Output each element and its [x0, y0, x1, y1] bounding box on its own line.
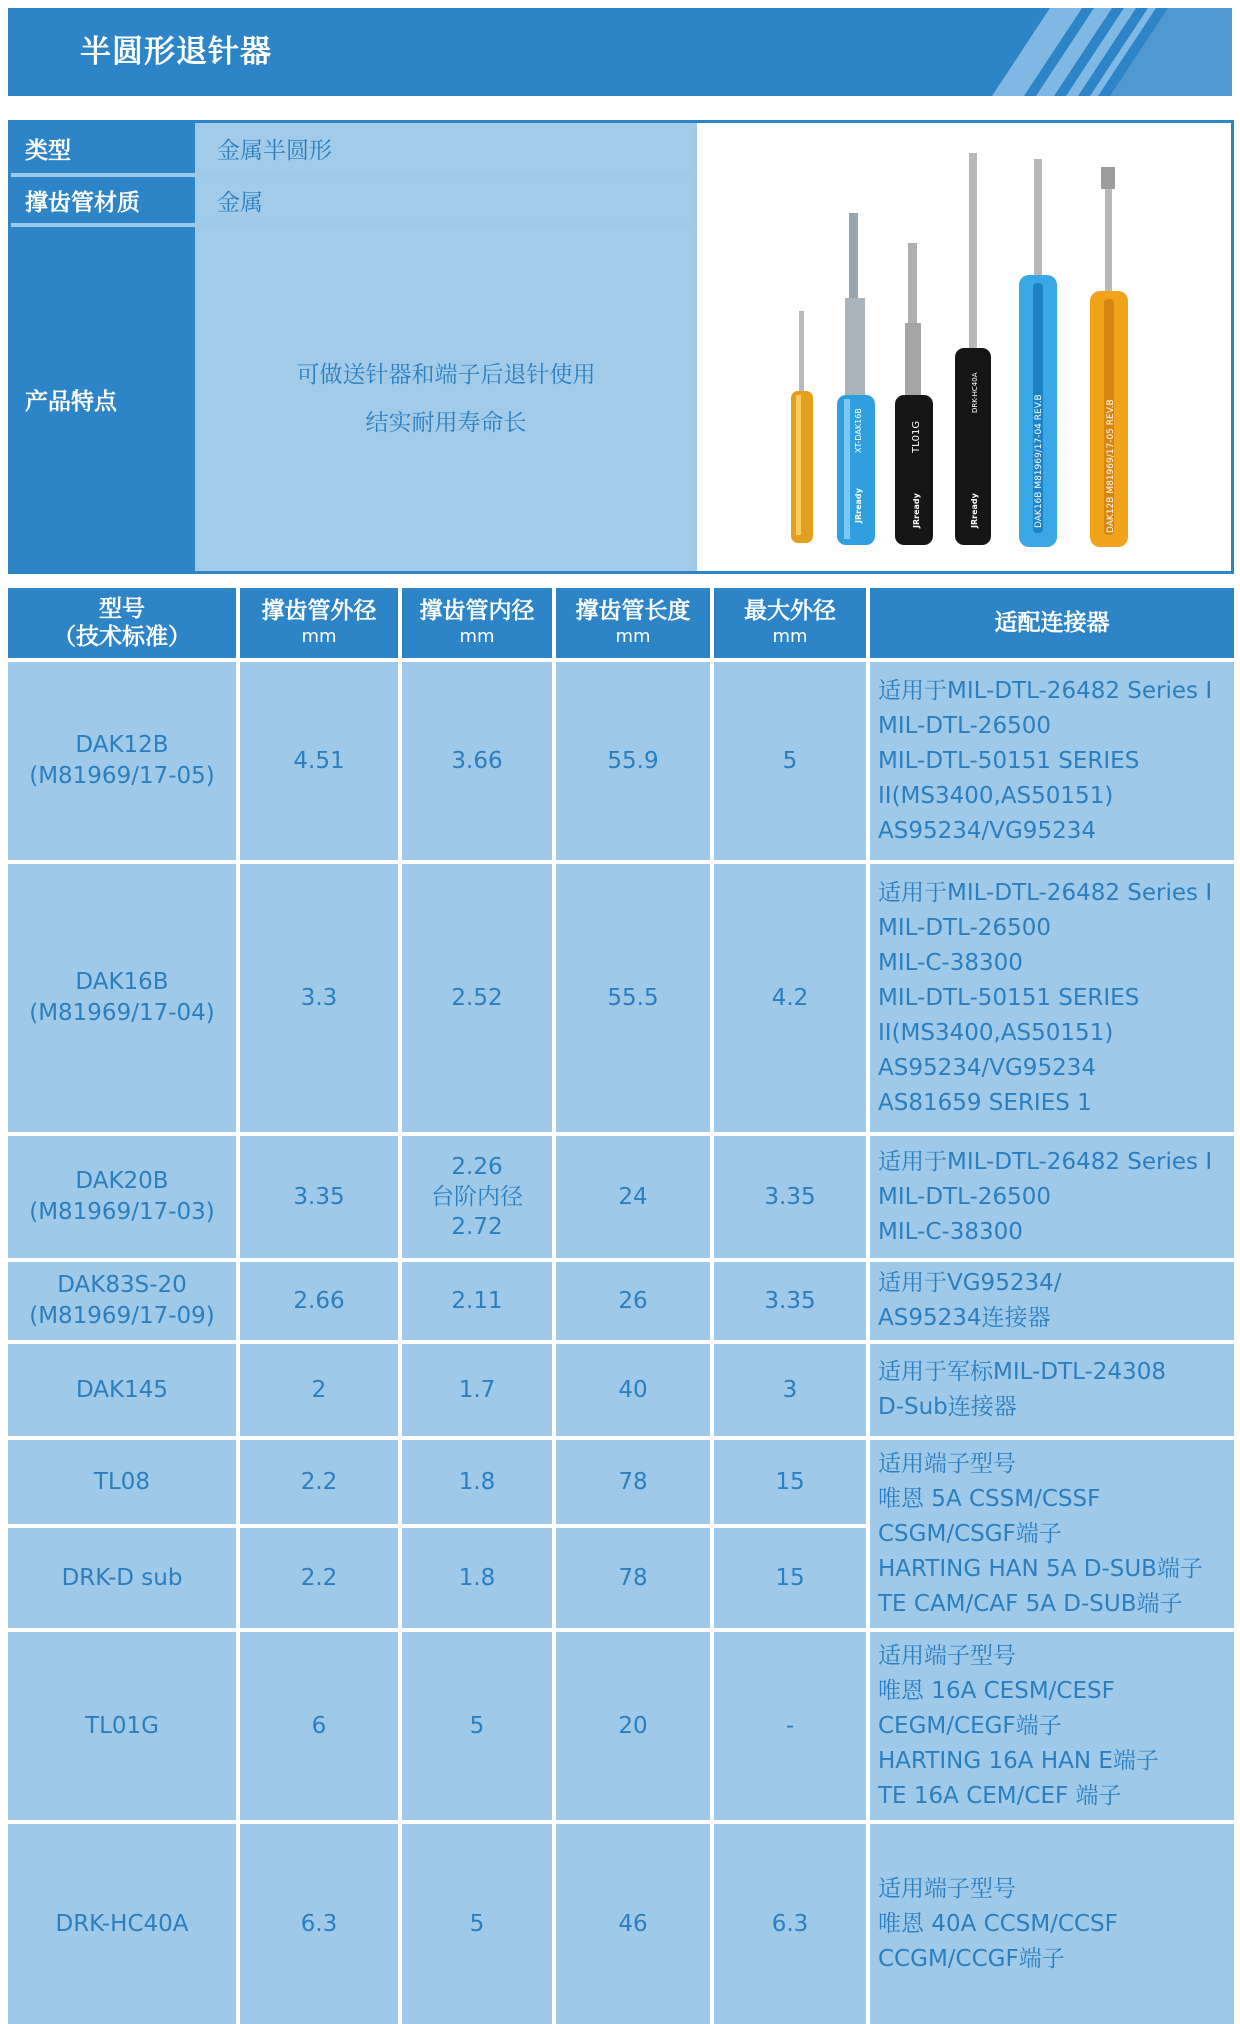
- connector-lines: [878, 1872, 1118, 1977]
- svg-text:DAK16B M81969/17-04 REV.B: DAK16B M81969/17-04 REV.B: [1034, 394, 1044, 528]
- connector-line: MIL-C-38300: [878, 949, 1023, 976]
- header-unit: mm: [459, 626, 495, 647]
- connector-line: 唯恩 40A CCSM/CCSF: [878, 1910, 1118, 1937]
- connector-line: MIL-DTL-50151 SERIES: [878, 747, 1140, 774]
- connector-line: 唯恩 5A CSSM/CSSF: [878, 1485, 1101, 1512]
- connector-lines: [878, 1145, 1212, 1250]
- connector-line: TE CAM/CAF 5A D-SUB端子: [878, 1590, 1183, 1617]
- connector-line: AS95234/VG95234: [878, 817, 1096, 844]
- max-diameter-cell: -: [714, 1632, 866, 1820]
- outer-diameter-cell: 4.51: [240, 662, 398, 860]
- model-line: (M81969/17-09): [29, 1303, 215, 1329]
- header-label: 最大外径: [744, 598, 836, 624]
- connector-line: 唯恩 16A CESM/CESF: [878, 1677, 1115, 1704]
- inner-diameter-cell: [402, 1632, 552, 1820]
- inner-diameter-line: 2.52: [451, 985, 503, 1011]
- max-diameter-cell: 6.3: [714, 1824, 866, 2024]
- model-line: DAK12B: [75, 732, 169, 758]
- length-cell: 40: [556, 1344, 710, 1436]
- connector-cell: [870, 1824, 1234, 2024]
- length-cell: 20: [556, 1632, 710, 1820]
- inner-diameter-line: 台阶内径: [431, 1184, 523, 1210]
- features-text: [199, 227, 693, 571]
- spec-row-material: [11, 177, 693, 223]
- length-cell: 78: [556, 1440, 710, 1524]
- svg-text:TL01G: TL01G: [911, 420, 922, 453]
- outer-diameter-cell: 6.3: [240, 1824, 398, 2024]
- connector-cell: [870, 662, 1234, 860]
- connector-cell: [870, 1632, 1234, 1820]
- inner-diameter-line: 3.66: [451, 748, 503, 774]
- connector-lines: [878, 1266, 1061, 1336]
- inner-diameter-line: 1.8: [458, 1469, 496, 1495]
- inner-diameter-cell: [402, 864, 552, 1132]
- connector-line: TE 16A CEM/CEF 端子: [878, 1782, 1122, 1809]
- connector-line: MIL-DTL-26500: [878, 712, 1051, 739]
- max-diameter-cell: 15: [714, 1440, 866, 1524]
- outer-diameter-cell: 6: [240, 1632, 398, 1820]
- inner-diameter-cell: [402, 1262, 552, 1340]
- outer-diameter-cell: 3.35: [240, 1136, 398, 1258]
- header-label: 撑齿管外径: [261, 598, 377, 624]
- spec-table: [8, 588, 1234, 1972]
- connector-cell: [870, 1440, 1234, 1628]
- tool-blue: [837, 213, 875, 545]
- model-line: DAK16B: [75, 969, 169, 995]
- header-label: 撑齿管内径: [419, 598, 535, 624]
- spec-label: 产品特点: [11, 227, 195, 571]
- spec-label: 类型: [11, 123, 195, 173]
- header-label: 撑齿管长度: [575, 598, 691, 624]
- connector-line: MIL-C-38300: [878, 1218, 1023, 1245]
- model-line: TL08: [93, 1468, 151, 1495]
- svg-text:JRready: JRready: [912, 493, 921, 528]
- length-cell: 46: [556, 1824, 710, 2024]
- model-line: (M81969/17-05): [29, 763, 215, 789]
- model-cell: [8, 1528, 236, 1628]
- tool-black-long: [955, 153, 991, 545]
- svg-text:XT-DAK16B: XT-DAK16B: [854, 408, 863, 453]
- model-cell: [8, 1136, 236, 1258]
- model-line: TL01G: [85, 1712, 159, 1739]
- model-line: DAK20B: [75, 1168, 169, 1194]
- header-unit: mm: [772, 626, 808, 647]
- connector-line: 适用端子型号: [878, 1642, 1016, 1669]
- header-label: 型号: [99, 596, 145, 622]
- connector-line: CEGM/CEGF端子: [878, 1712, 1062, 1739]
- length-cell: 55.5: [556, 864, 710, 1132]
- svg-text:DRK-HC40A: DRK-HC40A: [971, 372, 979, 413]
- length-cell: 78: [556, 1528, 710, 1628]
- model-line: DRK-HC40A: [55, 1910, 189, 1937]
- column-header-inner-diameter: [402, 588, 552, 658]
- connector-line: II(MS3400,AS50151): [878, 782, 1114, 809]
- header-sublabel: （技术标准）: [53, 624, 191, 650]
- inner-diameter-cell: [402, 1440, 552, 1524]
- connector-line: 适用于MIL-DTL-26482 Series I: [878, 879, 1213, 906]
- table-header: [8, 588, 1234, 658]
- model-cell: [8, 662, 236, 860]
- header-banner: [8, 8, 1232, 96]
- column-header-connector: [870, 588, 1234, 658]
- connector-line: AS95234连接器: [878, 1305, 1051, 1331]
- inner-diameter-line: 2.26: [451, 1154, 503, 1180]
- header-label: 适配连接器: [994, 610, 1110, 636]
- outer-diameter-cell: 2.66: [240, 1262, 398, 1340]
- spec-row-features: [11, 227, 693, 571]
- inner-diameter-cell: [402, 1344, 552, 1436]
- model-cell: [8, 1440, 236, 1524]
- max-diameter-cell: 15: [714, 1528, 866, 1628]
- inner-diameter-line: 5: [469, 1713, 485, 1739]
- spec-block: [8, 120, 1234, 574]
- decorative-stripes: [932, 8, 1232, 96]
- column-header-outer-diameter: [240, 588, 398, 658]
- connector-line: AS95234/VG95234: [878, 1054, 1096, 1081]
- connector-cell: [870, 1136, 1234, 1258]
- inner-diameter-cell: [402, 1136, 552, 1258]
- connector-line: 适用于军标MIL-DTL-24308: [878, 1359, 1166, 1385]
- feature-line: 结实耐用寿命长: [365, 410, 527, 436]
- model-cell: [8, 1824, 236, 2024]
- model-cell: [8, 1262, 236, 1340]
- connector-line: AS81659 SERIES 1: [878, 1089, 1092, 1116]
- connector-cell: [870, 1262, 1234, 1340]
- product-photo: [697, 123, 1231, 571]
- connector-lines: [878, 876, 1212, 1121]
- model-cell: [8, 864, 236, 1132]
- svg-text:JRready: JRready: [970, 493, 979, 528]
- spec-value: 金属: [199, 177, 693, 223]
- inner-diameter-line: 5: [469, 1911, 485, 1937]
- model-line: (M81969/17-04): [29, 1000, 215, 1026]
- svg-text:JRready: JRready: [854, 488, 863, 523]
- column-header-model: [8, 588, 236, 658]
- spec-row-type: [11, 123, 693, 173]
- connector-cell: [870, 864, 1234, 1132]
- outer-diameter-cell: 2.2: [240, 1528, 398, 1628]
- connector-lines: [878, 1639, 1159, 1814]
- tool-orange-long: [1090, 167, 1128, 547]
- length-cell: 24: [556, 1136, 710, 1258]
- connector-line: 适用于MIL-DTL-26482 Series I: [878, 677, 1213, 704]
- outer-diameter-cell: 2.2: [240, 1440, 398, 1524]
- model-line: DAK145: [75, 1376, 169, 1403]
- max-diameter-cell: 3.35: [714, 1262, 866, 1340]
- max-diameter-cell: 4.2: [714, 864, 866, 1132]
- model-line: (M81969/17-03): [29, 1199, 215, 1225]
- inner-diameter-line: 2.72: [451, 1214, 503, 1240]
- max-diameter-cell: 3: [714, 1344, 866, 1436]
- model-cell: [8, 1632, 236, 1820]
- connector-line: D-Sub连接器: [878, 1394, 1017, 1420]
- tool-lightblue-long: [1019, 159, 1057, 547]
- inner-diameter-cell: [402, 1528, 552, 1628]
- length-cell: 55.9: [556, 662, 710, 860]
- spec-label: 撑齿管材质: [11, 177, 195, 223]
- connector-line: 适用端子型号: [878, 1450, 1016, 1477]
- page-title: 半圆形退针器: [80, 34, 272, 70]
- extraction-tools-image: [697, 123, 1231, 571]
- model-cell: [8, 1344, 236, 1436]
- connector-line: 适用端子型号: [878, 1875, 1016, 1902]
- header-unit: mm: [615, 626, 651, 647]
- connector-lines: [878, 1355, 1166, 1425]
- tool-gold-small: [791, 311, 813, 543]
- connector-line: CCGM/CCGF端子: [878, 1945, 1065, 1972]
- connector-line: II(MS3400,AS50151): [878, 1019, 1114, 1046]
- header-unit: mm: [301, 626, 337, 647]
- connector-line: 适用于VG95234/: [878, 1270, 1062, 1296]
- connector-line: HARTING HAN 5A D-SUB端子: [878, 1555, 1203, 1582]
- inner-diameter-cell: [402, 662, 552, 860]
- connector-line: CSGM/CSGF端子: [878, 1520, 1062, 1547]
- svg-text:DAK12B M81969/17-05 REV.B: DAK12B M81969/17-05 REV.B: [1106, 399, 1116, 533]
- inner-diameter-cell: [402, 1824, 552, 2024]
- connector-line: MIL-DTL-26500: [878, 914, 1051, 941]
- length-cell: 26: [556, 1262, 710, 1340]
- connector-line: MIL-DTL-50151 SERIES: [878, 984, 1140, 1011]
- column-header-max-diameter: [714, 588, 866, 658]
- spec-value: 金属半圆形: [199, 123, 693, 173]
- feature-line: 可做送针器和端子后退针使用: [296, 362, 596, 388]
- connector-lines: [878, 1447, 1203, 1622]
- outer-diameter-cell: 2: [240, 1344, 398, 1436]
- model-line: DAK83S-20: [57, 1272, 187, 1298]
- inner-diameter-line: 2.11: [451, 1288, 503, 1314]
- connector-line: HARTING 16A HAN E端子: [878, 1747, 1159, 1774]
- inner-diameter-line: 1.8: [458, 1565, 496, 1591]
- max-diameter-cell: 3.35: [714, 1136, 866, 1258]
- inner-diameter-line: 1.7: [458, 1377, 496, 1403]
- max-diameter-cell: 5: [714, 662, 866, 860]
- model-line: DRK-D sub: [61, 1564, 183, 1591]
- connector-lines: [878, 674, 1212, 849]
- connector-line: 适用于MIL-DTL-26482 Series I: [878, 1148, 1213, 1175]
- tool-black-tl01g: [895, 243, 933, 545]
- outer-diameter-cell: 3.3: [240, 864, 398, 1132]
- connector-line: MIL-DTL-26500: [878, 1183, 1051, 1210]
- connector-cell: [870, 1344, 1234, 1436]
- column-header-length: [556, 588, 710, 658]
